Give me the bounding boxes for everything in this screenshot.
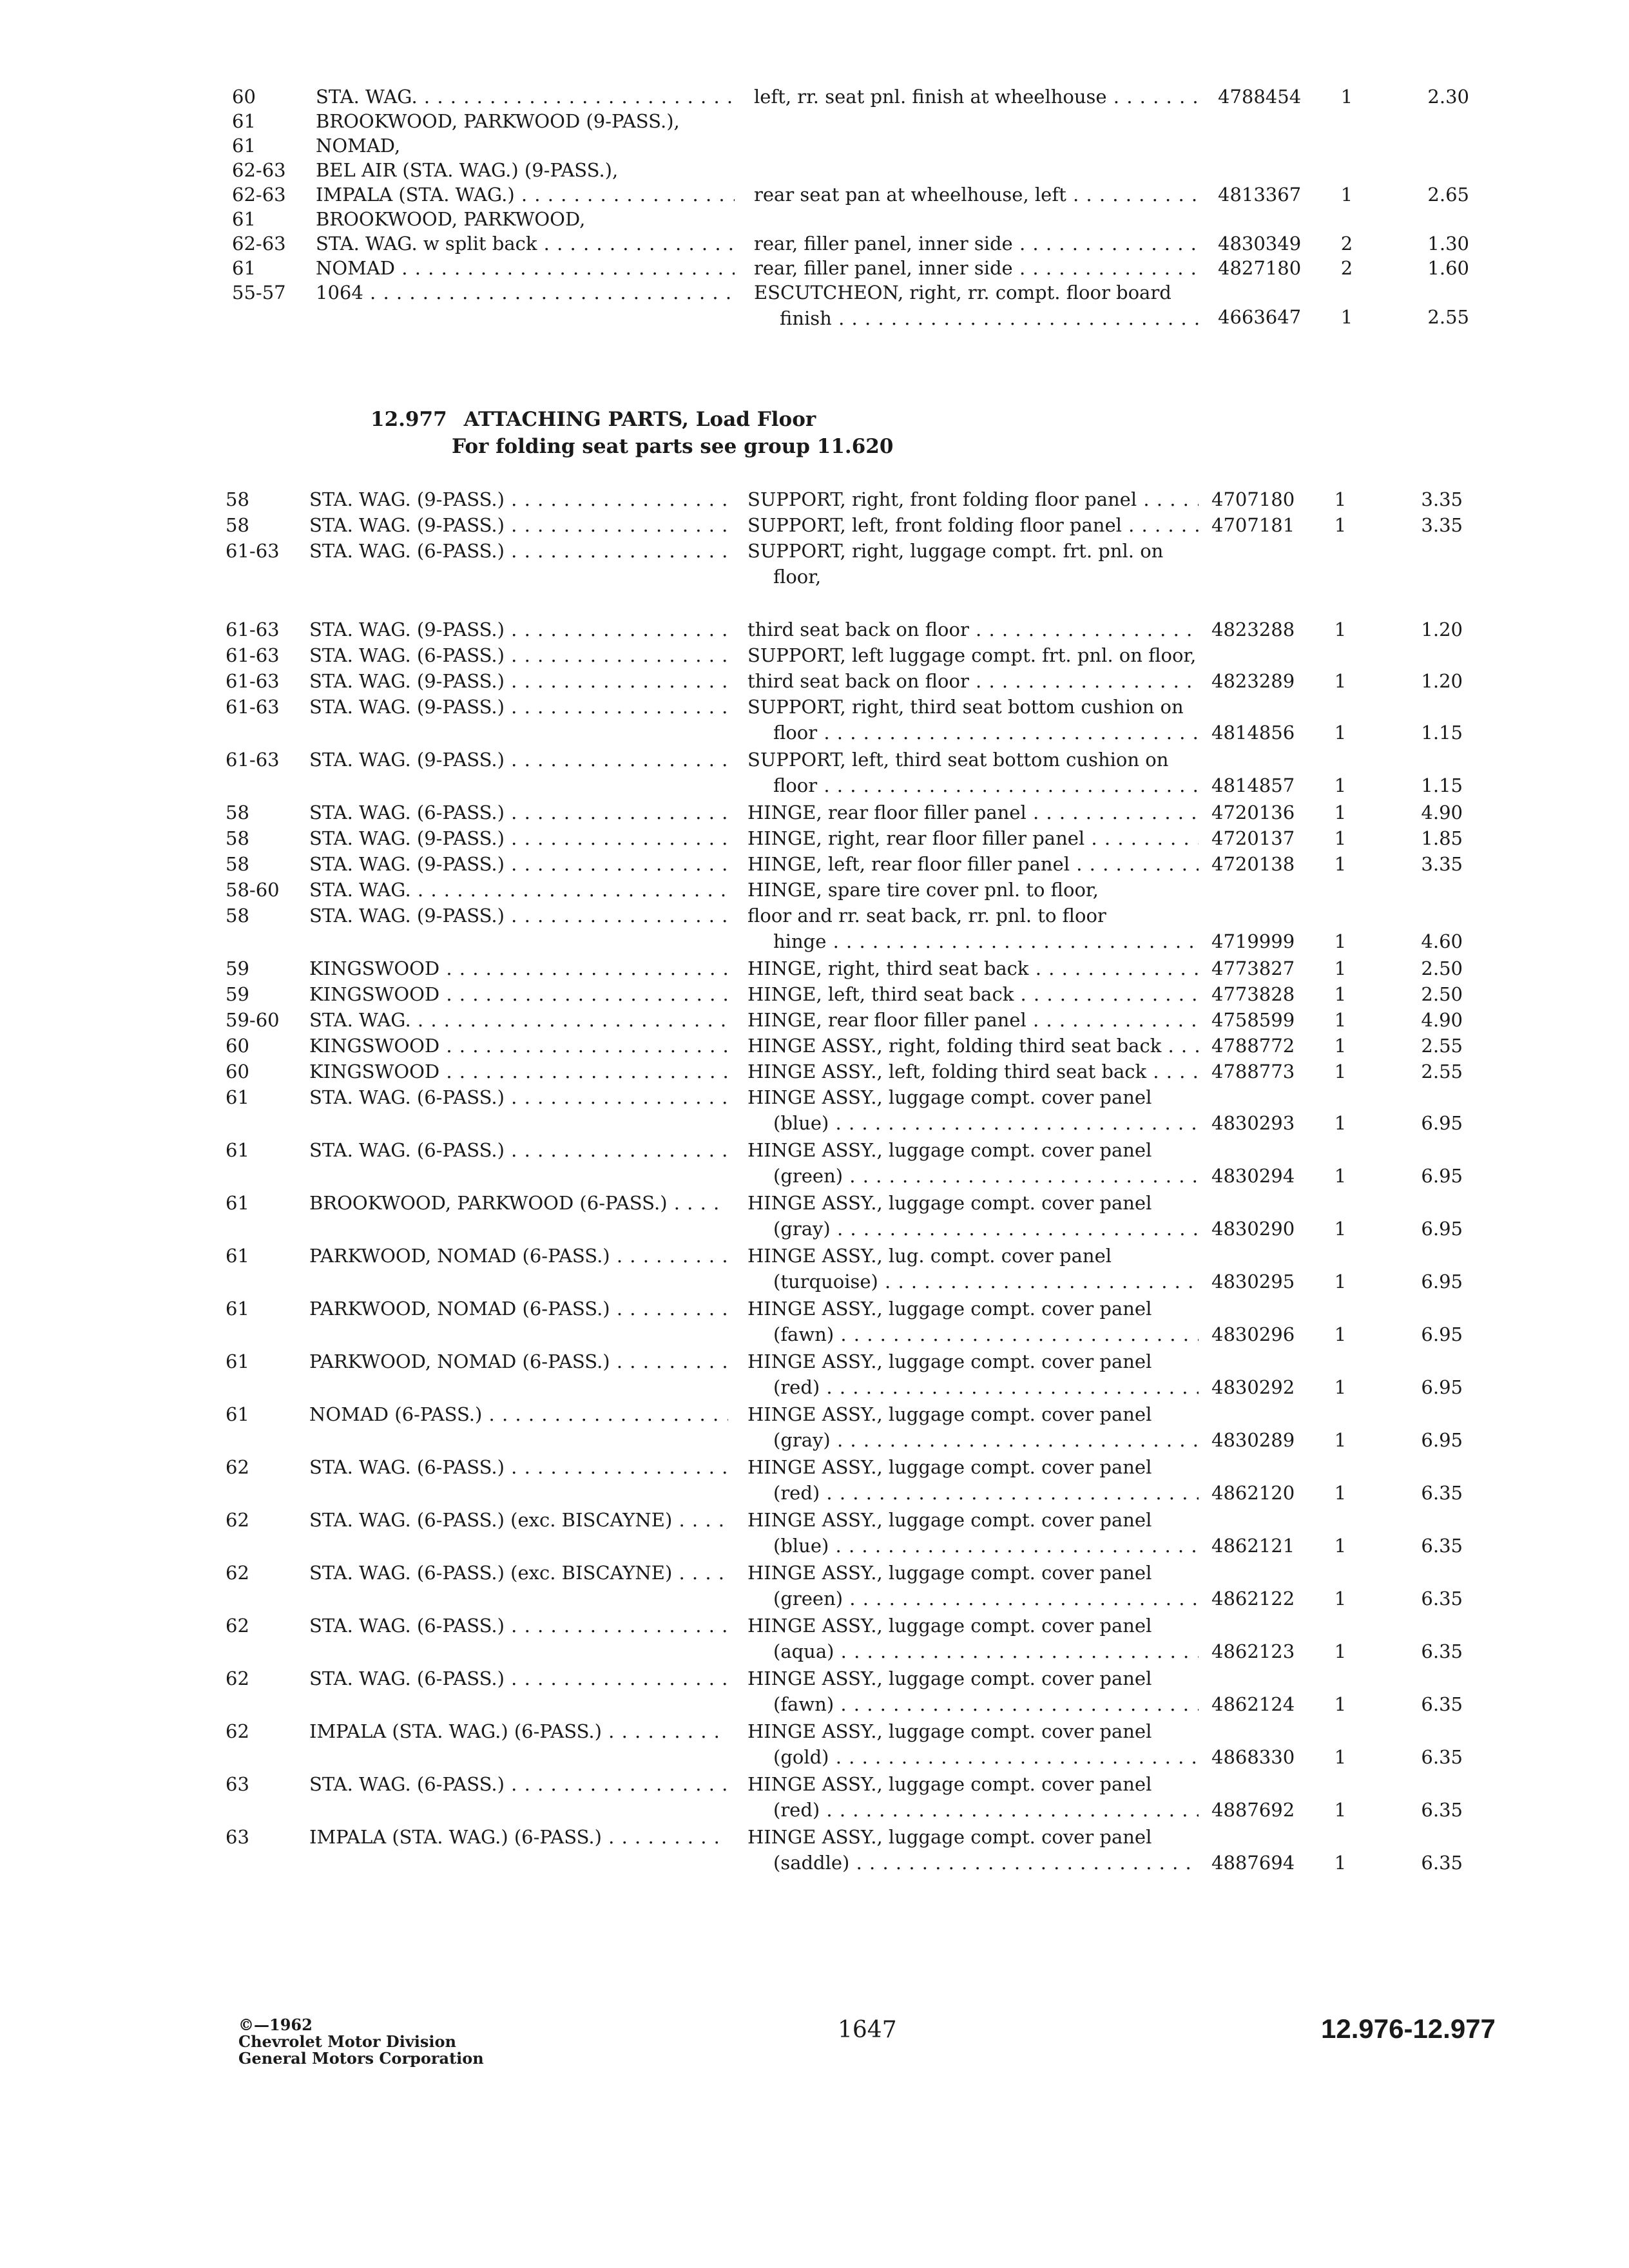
section-number: 12.977 xyxy=(371,408,447,431)
part-number-cell: 4707180 xyxy=(1211,488,1295,510)
quantity-cell: 1 xyxy=(1334,1009,1347,1031)
quantity-cell: 1 xyxy=(1334,1693,1347,1715)
part-number-cell: 4707181 xyxy=(1211,514,1295,536)
part-number-cell: 4788773 xyxy=(1211,1061,1295,1082)
price-cell: 1.20 xyxy=(1421,670,1463,692)
model-cell: STA. WAG. (6-PASS.) . . . xyxy=(309,1137,728,1163)
year-cell: 60 xyxy=(226,1035,249,1057)
description-cell xyxy=(747,538,1199,590)
section-heading xyxy=(371,406,893,460)
price-cell: 6.35 xyxy=(1421,1852,1463,1874)
quantity-cell: 1 xyxy=(1334,1271,1347,1293)
model-cell: BEL AIR (STA. WAG.) (9-PASS.), xyxy=(316,159,619,181)
model-cell: STA. WAG. (9-PASS.) . . . xyxy=(309,747,728,773)
model-cell: STA. WAG. (9-PASS.) . . . xyxy=(309,694,728,720)
price-cell: 6.95 xyxy=(1421,1112,1463,1134)
price-cell: 6.95 xyxy=(1421,1323,1463,1345)
description-cell xyxy=(747,981,1199,1007)
quantity-cell: 1 xyxy=(1334,983,1347,1005)
description-cell xyxy=(747,694,1199,745)
quantity-cell: 1 xyxy=(1334,1640,1347,1662)
description-line: HINGE ASSY., luggage compt. cover panel xyxy=(747,1403,1152,1425)
model-cell: KINGSWOOD . . . xyxy=(309,1033,728,1059)
price-cell: 6.35 xyxy=(1421,1535,1463,1557)
model-cell: NOMAD . . . xyxy=(316,255,735,281)
part-number-cell: 4862120 xyxy=(1211,1482,1295,1504)
model-cell: STA. WAG. (9-PASS.) . . . xyxy=(309,851,728,877)
part-number-cell: 4827180 xyxy=(1218,257,1302,279)
description-line: floor . . . xyxy=(747,773,1199,798)
model-cell: STA. WAG. (9-PASS.) . . . xyxy=(309,668,728,694)
model-cell: STA. WAG. w split back . . . xyxy=(316,231,735,256)
part-number-cell: 4830294 xyxy=(1211,1165,1295,1187)
part-number-cell: 4887694 xyxy=(1211,1852,1295,1874)
model-cell: STA. WAG. (6-PASS.) (exc. BISCAYNE) . . . xyxy=(309,1507,728,1533)
description-cell xyxy=(747,512,1199,538)
year-cell: 61-63 xyxy=(226,540,280,562)
year-cell: 61-63 xyxy=(226,696,280,718)
year-cell: 61 xyxy=(226,1245,249,1267)
description-cell xyxy=(747,877,1199,903)
year-cell: 59 xyxy=(226,957,249,979)
price-cell: 3.35 xyxy=(1421,853,1463,875)
quantity-cell: 1 xyxy=(1334,1852,1347,1874)
part-number-cell: 4830296 xyxy=(1211,1323,1295,1345)
quantity-cell: 1 xyxy=(1334,1746,1347,1768)
model-cell: IMPALA (STA. WAG.) . . . xyxy=(316,182,735,207)
model-cell: STA. WAG. (9-PASS.) . . . xyxy=(309,486,728,512)
description-line: SUPPORT, right, third seat bottom cushion on xyxy=(747,696,1184,718)
quantity-cell: 1 xyxy=(1334,619,1347,640)
description-line: HINGE ASSY., luggage compt. cover panel xyxy=(747,1509,1152,1531)
price-cell: 1.20 xyxy=(1421,619,1463,640)
part-number-cell: 4830290 xyxy=(1211,1218,1295,1240)
description-line: HINGE ASSY., luggage compt. cover panel xyxy=(747,1667,1152,1689)
part-number-cell: 4830293 xyxy=(1211,1112,1295,1134)
model-cell: STA. WAG. (9-PASS.) . . . xyxy=(309,825,728,851)
description-line: HINGE ASSY., luggage compt. cover panel xyxy=(747,1720,1152,1742)
copyright-line: ©—1962 xyxy=(238,2015,313,2034)
description-cell xyxy=(747,1137,1199,1189)
quantity-cell: 1 xyxy=(1340,86,1353,108)
description-line: HINGE ASSY., luggage compt. cover panel xyxy=(747,1192,1152,1214)
corporation-line: General Motors Corporation xyxy=(238,2049,484,2068)
description-line: HINGE ASSY., left, folding third seat back . . . xyxy=(747,1059,1199,1084)
description-cell xyxy=(747,747,1199,798)
part-number-cell: 4823288 xyxy=(1211,619,1295,640)
quantity-cell: 1 xyxy=(1334,802,1347,823)
price-cell: 4.60 xyxy=(1421,930,1463,952)
year-cell: 61-63 xyxy=(226,749,280,771)
description-line: floor, xyxy=(773,566,822,588)
model-cell: IMPALA (STA. WAG.) (6-PASS.) . . . xyxy=(309,1718,728,1744)
description-line: HINGE ASSY., luggage compt. cover panel xyxy=(747,1826,1152,1848)
description-cell xyxy=(747,1007,1199,1033)
price-cell: 2.55 xyxy=(1421,1035,1463,1057)
quantity-cell: 1 xyxy=(1334,1061,1347,1082)
description-line: (green) . . . xyxy=(747,1586,1199,1611)
description-line: (red) . . . xyxy=(747,1797,1199,1823)
year-cell: 61 xyxy=(226,1298,249,1320)
description-line: HINGE, left, third seat back . . . xyxy=(747,981,1199,1007)
description-line: third seat back on floor . . . xyxy=(747,617,1199,642)
model-cell: 1064 . . . xyxy=(316,280,735,305)
description-cell xyxy=(754,231,1205,256)
description-cell xyxy=(747,642,1199,668)
description-line: (fawn) . . . xyxy=(747,1321,1199,1347)
description-line: rear, filler panel, inner side . . . xyxy=(754,255,1205,281)
description-cell xyxy=(747,1560,1199,1611)
description-line: (gold) . . . xyxy=(747,1744,1199,1770)
description-cell xyxy=(754,182,1205,207)
year-cell: 62 xyxy=(226,1509,249,1531)
year-cell: 61 xyxy=(226,1086,249,1108)
description-line: ESCUTCHEON, right, rr. compt. floor board xyxy=(754,282,1171,303)
quantity-cell: 1 xyxy=(1334,827,1347,849)
description-line: HINGE ASSY., luggage compt. cover panel xyxy=(747,1298,1152,1320)
description-cell xyxy=(747,1454,1199,1506)
description-cell xyxy=(747,1059,1199,1084)
description-line: (red) . . . xyxy=(747,1480,1199,1506)
description-cell xyxy=(747,1613,1199,1664)
year-cell: 62-63 xyxy=(232,159,286,181)
model-cell: STA. WAG. (6-PASS.) (exc. BISCAYNE) . . . xyxy=(309,1560,728,1586)
price-cell: 4.90 xyxy=(1421,802,1463,823)
model-cell: STA. WAG. . . . xyxy=(316,84,735,110)
description-line: HINGE ASSY., luggage compt. cover panel xyxy=(747,1615,1152,1637)
model-cell: PARKWOOD, NOMAD (6-PASS.) . . . xyxy=(309,1349,728,1374)
description-line: (gray) . . . xyxy=(747,1216,1199,1242)
quantity-cell: 1 xyxy=(1334,774,1347,796)
description-line: (fawn) . . . xyxy=(747,1691,1199,1717)
model-cell: STA. WAG. (9-PASS.) . . . xyxy=(309,512,728,538)
price-cell: 6.35 xyxy=(1421,1693,1463,1715)
part-number-cell: 4788454 xyxy=(1218,86,1302,108)
model-cell: STA. WAG. (6-PASS.) . . . xyxy=(309,642,728,668)
part-number-cell: 4862124 xyxy=(1211,1693,1295,1715)
page-number: 1647 xyxy=(838,2017,897,2043)
part-number-cell: 4720138 xyxy=(1211,853,1295,875)
description-cell xyxy=(747,1190,1199,1242)
description-cell xyxy=(747,1033,1199,1059)
description-line: rear seat pan at wheelhouse, left . . . xyxy=(754,182,1205,207)
quantity-cell: 1 xyxy=(1334,1035,1347,1057)
quantity-cell: 1 xyxy=(1334,957,1347,979)
description-cell xyxy=(747,486,1199,512)
description-line: HINGE ASSY., luggage compt. cover panel xyxy=(747,1562,1152,1584)
description-line: HINGE ASSY., luggage compt. cover panel xyxy=(747,1086,1152,1108)
quantity-cell: 1 xyxy=(1334,1535,1347,1557)
description-cell xyxy=(747,668,1199,694)
description-line: SUPPORT, right, front folding floor panel . . . xyxy=(747,486,1199,512)
price-cell: 2.30 xyxy=(1427,86,1469,108)
price-cell: 6.95 xyxy=(1421,1218,1463,1240)
year-cell: 61 xyxy=(232,257,256,279)
price-cell: 2.55 xyxy=(1427,306,1469,328)
quantity-cell: 1 xyxy=(1334,488,1347,510)
model-cell: BROOKWOOD, PARKWOOD (9-PASS.), xyxy=(316,110,680,132)
year-cell: 58-60 xyxy=(226,879,280,901)
price-cell: 6.35 xyxy=(1421,1746,1463,1768)
description-cell xyxy=(747,1666,1199,1717)
description-line: HINGE ASSY., lug. compt. cover panel xyxy=(747,1245,1112,1267)
price-cell: 6.95 xyxy=(1421,1376,1463,1398)
description-line: third seat back on floor . . . xyxy=(747,668,1199,694)
quantity-cell: 1 xyxy=(1334,1376,1347,1398)
description-line: (aqua) . . . xyxy=(747,1639,1199,1664)
description-line: HINGE ASSY., luggage compt. cover panel xyxy=(747,1139,1152,1161)
model-cell: NOMAD, xyxy=(316,135,401,157)
price-cell: 2.65 xyxy=(1427,184,1469,206)
year-cell: 62 xyxy=(226,1615,249,1637)
price-cell: 1.15 xyxy=(1421,774,1463,796)
description-cell xyxy=(747,800,1199,825)
quantity-cell: 1 xyxy=(1334,1482,1347,1504)
model-cell: STA. WAG. (6-PASS.) . . . xyxy=(309,1771,728,1797)
description-line: SUPPORT, left, third seat bottom cushion on xyxy=(747,749,1169,771)
quantity-cell: 1 xyxy=(1334,1799,1347,1821)
year-cell: 61 xyxy=(226,1403,249,1425)
description-line: (red) . . . xyxy=(747,1374,1199,1400)
model-cell: PARKWOOD, NOMAD (6-PASS.) . . . xyxy=(309,1243,728,1269)
description-cell xyxy=(747,903,1199,954)
price-cell: 6.35 xyxy=(1421,1482,1463,1504)
price-cell: 1.15 xyxy=(1421,722,1463,744)
section-subtitle: For folding seat parts see group 11.620 xyxy=(452,435,894,458)
quantity-cell: 1 xyxy=(1334,1112,1347,1134)
year-cell: 62-63 xyxy=(232,233,286,255)
quantity-cell: 1 xyxy=(1334,1323,1347,1345)
part-number-cell: 4720136 xyxy=(1211,802,1295,823)
description-line: finish . . . xyxy=(754,305,1205,331)
part-number-cell: 4758599 xyxy=(1211,1009,1295,1031)
part-number-cell: 4862122 xyxy=(1211,1588,1295,1610)
year-cell: 62 xyxy=(226,1667,249,1689)
price-cell: 3.35 xyxy=(1421,488,1463,510)
year-cell: 59 xyxy=(226,983,249,1005)
model-cell: NOMAD (6-PASS.) . . . xyxy=(309,1401,728,1427)
year-cell: 61-63 xyxy=(226,644,280,666)
year-cell: 61-63 xyxy=(226,619,280,640)
year-cell: 63 xyxy=(226,1826,249,1848)
description-line: (blue) . . . xyxy=(747,1110,1199,1136)
part-number-cell: 4663647 xyxy=(1218,306,1302,328)
model-cell: PARKWOOD, NOMAD (6-PASS.) . . . xyxy=(309,1296,728,1321)
model-cell: KINGSWOOD . . . xyxy=(309,956,728,981)
part-number-cell: 4887692 xyxy=(1211,1799,1295,1821)
part-number-cell: 4823289 xyxy=(1211,670,1295,692)
year-cell: 58 xyxy=(226,905,249,927)
description-cell xyxy=(747,1824,1199,1876)
price-cell: 2.50 xyxy=(1421,957,1463,979)
description-cell xyxy=(747,1296,1199,1347)
model-cell: STA. WAG. . . . xyxy=(309,877,728,903)
price-cell: 6.95 xyxy=(1421,1429,1463,1451)
year-cell: 61 xyxy=(226,1350,249,1372)
price-cell: 6.95 xyxy=(1421,1165,1463,1187)
description-line: (green) . . . xyxy=(747,1163,1199,1189)
description-line: HINGE ASSY., luggage compt. cover panel xyxy=(747,1456,1152,1478)
year-cell: 55-57 xyxy=(232,282,286,303)
description-cell xyxy=(747,851,1199,877)
quantity-cell: 1 xyxy=(1334,670,1347,692)
model-cell: STA. WAG. (6-PASS.) . . . xyxy=(309,1084,728,1110)
section-title: ATTACHING PARTS, Load Floor xyxy=(463,408,816,431)
year-cell: 61 xyxy=(226,1139,249,1161)
part-number-cell: 4830349 xyxy=(1218,233,1302,255)
year-cell: 58 xyxy=(226,514,249,536)
model-cell: STA. WAG. (9-PASS.) . . . xyxy=(309,617,728,642)
price-cell: 1.30 xyxy=(1427,233,1469,255)
description-cell xyxy=(747,1507,1199,1559)
description-line: HINGE, left, rear floor filler panel . . . xyxy=(747,851,1199,877)
part-number-cell: 4830289 xyxy=(1211,1429,1295,1451)
price-cell: 2.50 xyxy=(1421,983,1463,1005)
price-cell: 2.55 xyxy=(1421,1061,1463,1082)
description-line: floor and rr. seat back, rr. pnl. to floor xyxy=(747,905,1106,927)
description-line: HINGE, right, third seat back . . . xyxy=(747,956,1199,981)
year-cell: 61 xyxy=(232,135,256,157)
model-cell: STA. WAG. (6-PASS.) . . . xyxy=(309,1666,728,1691)
quantity-cell: 2 xyxy=(1340,233,1353,255)
description-line: (saddle) . . . xyxy=(747,1850,1199,1876)
price-cell: 6.35 xyxy=(1421,1588,1463,1610)
part-number-cell: 4862121 xyxy=(1211,1535,1295,1557)
year-cell: 62 xyxy=(226,1720,249,1742)
quantity-cell: 1 xyxy=(1334,1218,1347,1240)
price-cell: 3.35 xyxy=(1421,514,1463,536)
quantity-cell: 1 xyxy=(1340,184,1353,206)
quantity-cell: 1 xyxy=(1340,306,1353,328)
price-cell: 6.95 xyxy=(1421,1271,1463,1293)
model-cell: BROOKWOOD, PARKWOOD, xyxy=(316,208,586,230)
quantity-cell: 1 xyxy=(1334,1165,1347,1187)
description-line: HINGE ASSY., luggage compt. cover panel xyxy=(747,1773,1152,1795)
part-number-cell: 4720137 xyxy=(1211,827,1295,849)
model-cell: STA. WAG. . . . xyxy=(309,1007,728,1033)
model-cell: KINGSWOOD . . . xyxy=(309,1059,728,1084)
quantity-cell: 1 xyxy=(1334,1429,1347,1451)
model-cell: STA. WAG. (6-PASS.) . . . xyxy=(309,800,728,825)
year-cell: 61 xyxy=(226,1192,249,1214)
model-cell: KINGSWOOD . . . xyxy=(309,981,728,1007)
description-line: HINGE ASSY., luggage compt. cover panel xyxy=(747,1350,1152,1372)
part-number-cell: 4773828 xyxy=(1211,983,1295,1005)
price-cell: 4.90 xyxy=(1421,1009,1463,1031)
year-cell: 58 xyxy=(226,853,249,875)
price-cell: 1.60 xyxy=(1427,257,1469,279)
model-cell: BROOKWOOD, PARKWOOD (6-PASS.) . . . xyxy=(309,1190,728,1216)
group-range: 12.976-12.977 xyxy=(1321,2013,1496,2044)
model-cell: STA. WAG. (6-PASS.) . . . xyxy=(309,538,728,564)
year-cell: 58 xyxy=(226,827,249,849)
description-line: SUPPORT, left, front folding floor panel . . . xyxy=(747,512,1199,538)
quantity-cell: 1 xyxy=(1334,1588,1347,1610)
year-cell: 58 xyxy=(226,802,249,823)
description-cell xyxy=(747,1349,1199,1400)
quantity-cell: 2 xyxy=(1340,257,1353,279)
price-cell: 6.35 xyxy=(1421,1799,1463,1821)
description-line: (gray) . . . xyxy=(747,1427,1199,1453)
year-cell: 60 xyxy=(232,86,256,108)
description-line: HINGE, right, rear floor filler panel . . . xyxy=(747,825,1199,851)
model-cell: IMPALA (STA. WAG.) (6-PASS.) . . . xyxy=(309,1824,728,1850)
description-line: HINGE, rear floor filler panel . . . xyxy=(747,1007,1199,1033)
year-cell: 62 xyxy=(226,1456,249,1478)
part-number-cell: 4788772 xyxy=(1211,1035,1295,1057)
model-cell: STA. WAG. (6-PASS.) . . . xyxy=(309,1454,728,1480)
part-number-cell: 4830295 xyxy=(1211,1271,1295,1293)
description-line: (turquoise) . . . xyxy=(747,1269,1199,1294)
description-cell xyxy=(754,84,1205,110)
model-cell: STA. WAG. (6-PASS.) . . . xyxy=(309,1613,728,1639)
description-line: floor . . . xyxy=(747,720,1199,745)
part-number-cell: 4773827 xyxy=(1211,957,1295,979)
description-cell xyxy=(754,280,1205,331)
quantity-cell: 1 xyxy=(1334,514,1347,536)
description-cell xyxy=(747,1243,1199,1294)
description-line: HINGE ASSY., right, folding third seat back . . . xyxy=(747,1033,1199,1059)
description-cell xyxy=(747,1084,1199,1136)
quantity-cell: 1 xyxy=(1334,930,1347,952)
part-number-cell: 4830292 xyxy=(1211,1376,1295,1398)
description-cell xyxy=(754,255,1205,281)
quantity-cell: 1 xyxy=(1334,722,1347,744)
description-line: SUPPORT, right, luggage compt. frt. pnl. on xyxy=(747,540,1164,562)
part-number-cell: 4719999 xyxy=(1211,930,1295,952)
year-cell: 62-63 xyxy=(232,184,286,206)
description-cell xyxy=(747,825,1199,851)
description-line: SUPPORT, left luggage compt. frt. pnl. on floor, xyxy=(747,644,1197,666)
part-number-cell: 4813367 xyxy=(1218,184,1302,206)
year-cell: 61 xyxy=(232,110,256,132)
part-number-cell: 4868330 xyxy=(1211,1746,1295,1768)
quantity-cell: 1 xyxy=(1334,853,1347,875)
description-cell xyxy=(747,956,1199,981)
description-line: (blue) . . . xyxy=(747,1533,1199,1559)
copyright-block xyxy=(238,2017,484,2067)
model-cell: STA. WAG. (9-PASS.) . . . xyxy=(309,903,728,928)
description-cell xyxy=(747,617,1199,642)
price-cell: 6.35 xyxy=(1421,1640,1463,1662)
year-cell: 59-60 xyxy=(226,1009,280,1031)
description-cell xyxy=(747,1718,1199,1770)
part-number-cell: 4814857 xyxy=(1211,774,1295,796)
part-number-cell: 4862123 xyxy=(1211,1640,1295,1662)
price-cell: 1.85 xyxy=(1421,827,1463,849)
part-number-cell: 4814856 xyxy=(1211,722,1295,744)
year-cell: 63 xyxy=(226,1773,249,1795)
description-cell xyxy=(747,1771,1199,1823)
year-cell: 61 xyxy=(232,208,256,230)
year-cell: 61-63 xyxy=(226,670,280,692)
description-line: hinge . . . xyxy=(747,928,1199,954)
description-line: left, rr. seat pnl. finish at wheelhouse . . . xyxy=(754,84,1205,110)
division-line: Chevrolet Motor Division xyxy=(238,2032,456,2051)
description-line: rear, filler panel, inner side . . . xyxy=(754,231,1205,256)
description-cell xyxy=(747,1401,1199,1453)
year-cell: 58 xyxy=(226,488,249,510)
year-cell: 62 xyxy=(226,1562,249,1584)
description-line: HINGE, rear floor filler panel . . . xyxy=(747,800,1199,825)
description-line: HINGE, spare tire cover pnl. to floor, xyxy=(747,879,1099,901)
year-cell: 60 xyxy=(226,1061,249,1082)
